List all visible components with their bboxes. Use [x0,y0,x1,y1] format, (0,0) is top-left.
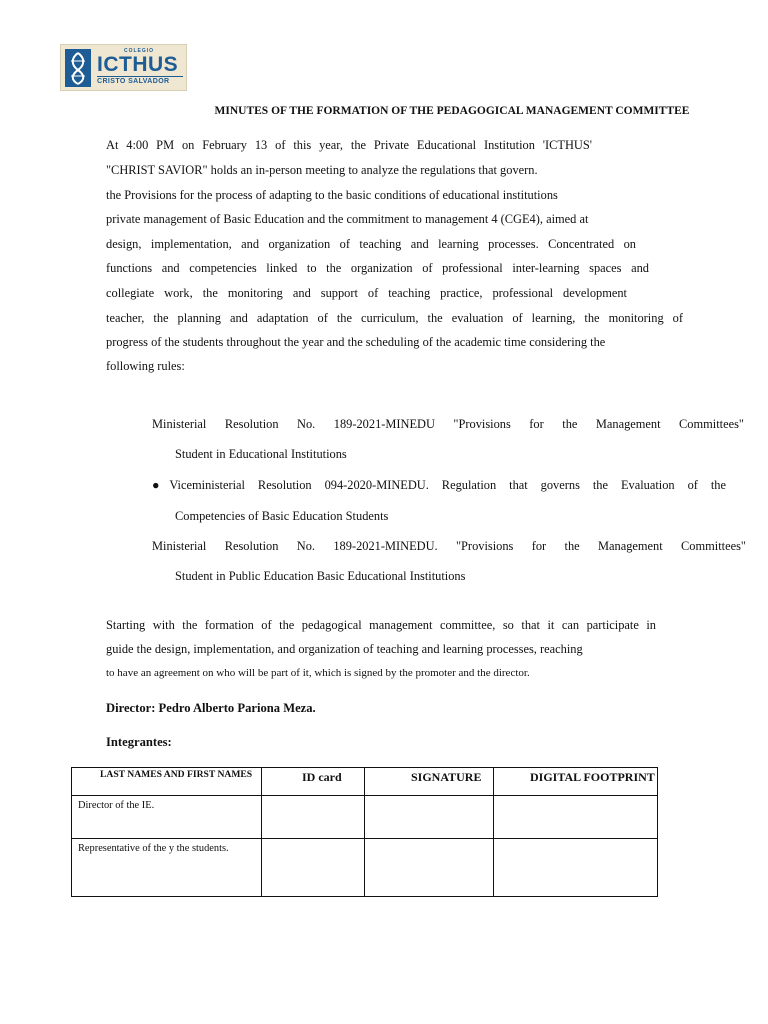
intro-line-10: following rules: [106,359,185,373]
logo-name: ICTHUS [97,53,179,76]
intro-line-9: progress of the students throughout the year and the scheduling of the academic time considering the [106,335,606,349]
table-cell [262,839,365,897]
intro-line-6: functions and competencies linked to the organization of professional inter-learning spaces and [106,261,649,275]
rule-2-line-2: Competencies of Basic Education Students [175,509,389,523]
header-id-card [262,768,365,796]
intro-line-2: "CHRIST SAVIOR" holds an in-person meeting to analyze the regulations that govern. [106,163,538,177]
table-cell [72,796,262,839]
header-signature [365,768,494,796]
members-table [71,767,658,897]
header-digital-footprint [494,768,658,796]
header-names-label: LAST NAMES AND FIRST NAMES [100,769,253,780]
members-label: Integrantes: [106,735,172,749]
table-cell [365,796,494,839]
rule-3-line-1: Ministerial Resolution No. 189-2021-MINEDU. "Provisions for the Management Committees" [152,539,746,553]
intro-line-7: collegiate work, the monitoring and support of teaching practice, professional development [106,286,627,300]
row-2-name: Representative of the y the students. [78,843,229,854]
school-logo [60,44,187,91]
intro-line-4: private management of Basic Education and the commitment to management 4 (CGE4), aimed at [106,212,589,226]
rule-2-line-1: ●Viceministerial Resolution 094-2020-MINEDU. Regulation that governs the Evaluation of the [152,478,726,492]
intro-line-8: teacher, the planning and adaptation of the curriculum, the evaluation of learning, the monitoring of [106,311,683,325]
closing-line-3: to have an agreement on who will be part of it, which is signed by the promoter and the director. [106,667,530,679]
closing-line-2: guide the design, implementation, and organization of teaching and learning processes, reaching [106,642,583,656]
intro-line-3: the Provisions for the process of adapting to the basic conditions of educational institutions [106,188,558,202]
rule-1-line-2: Student in Educational Institutions [175,447,347,461]
header-digital-footprint-label: DIGITAL FOOTPRINT [530,770,655,784]
logo-subtitle: CRISTO SALVADOR [97,78,170,85]
table-cell [262,796,365,839]
header-signature-label: SIGNATURE [411,770,482,784]
header-id-card-label: ID card [302,770,342,784]
table-header-row [72,768,658,796]
director-name: Director: Pedro Alberto Pariona Meza. [106,701,316,715]
table-row [72,796,658,839]
intro-line-1: At 4:00 PM on February 13 of this year, the Private Educational Institution 'ICTHUS' [106,138,592,152]
logo-top-text: COLEGIO [123,48,155,54]
fish-emblem-icon [65,49,91,87]
rule-3-line-2: Student in Public Education Basic Educational Institutions [175,569,466,583]
row-1-name: Director of the IE. [78,800,155,811]
table-cell [365,839,494,897]
table-cell [494,796,658,839]
header-names [72,768,262,796]
document-title: MINUTES OF THE FORMATION OF THE PEDAGOGICAL MANAGEMENT COMMITTEE [214,105,690,117]
table-cell [72,839,262,897]
rule-1-line-1: Ministerial Resolution No. 189-2021-MINEDU "Provisions for the Management Committees" [152,417,744,431]
intro-line-5: design, implementation, and organization of teaching and learning processes. Concentrated on [106,237,636,251]
table-cell [494,839,658,897]
table-row [72,839,658,897]
closing-line-1: Starting with the formation of the pedagogical management committee, so that it can participate in [106,618,656,632]
logo-divider [97,76,183,77]
